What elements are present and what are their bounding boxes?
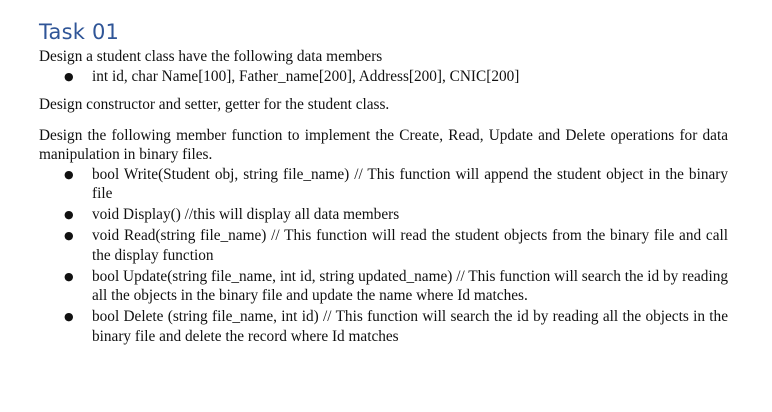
function-read-text: void Read(string file_name) // This function will read the student objects from the binary file and call the display function xyxy=(92,227,728,264)
bullet-icon: ● xyxy=(64,208,74,221)
list-item xyxy=(39,267,728,306)
functions-intro-paragraph: Design the following member function to implement the Create, Read, Update and Delete operations for data manipulation in binary files. xyxy=(39,126,728,163)
bullet-icon: ● xyxy=(64,269,74,283)
bullet-icon: ● xyxy=(64,167,74,181)
bullet-icon: ● xyxy=(64,69,74,83)
list-item xyxy=(39,226,728,265)
function-write-text: bool Write(Student obj, string file_name) // This function will append the student object in the binary file xyxy=(92,165,728,202)
bullet-icon: ● xyxy=(64,310,74,323)
data-members-list xyxy=(39,67,728,87)
task-heading: Task 01 xyxy=(39,20,120,44)
function-display-text: void Display() //this will display all data members xyxy=(92,206,400,223)
list-item xyxy=(39,165,728,204)
constructor-paragraph: Design constructor and setter, getter for the student class. xyxy=(39,96,390,113)
list-item xyxy=(39,307,728,346)
member-functions-list xyxy=(39,165,728,347)
list-item xyxy=(39,67,728,87)
function-delete-text: bool Delete (string file_name, int id) // This function will search the id by reading all the objects in the binary file and delete the record where Id matches xyxy=(92,308,728,345)
data-member-text: int id, char Name[100], Father_name[200], Address[200], CNIC[200] xyxy=(92,67,520,85)
bullet-icon: ● xyxy=(64,229,74,242)
list-item xyxy=(39,205,728,225)
intro-paragraph: Design a student class have the following data members xyxy=(39,48,383,65)
function-update-text: bool Update(string file_name, int id, string updated_name) // This function will search the id by reading all the objects in the binary file and update the name where Id matches. xyxy=(92,267,728,304)
